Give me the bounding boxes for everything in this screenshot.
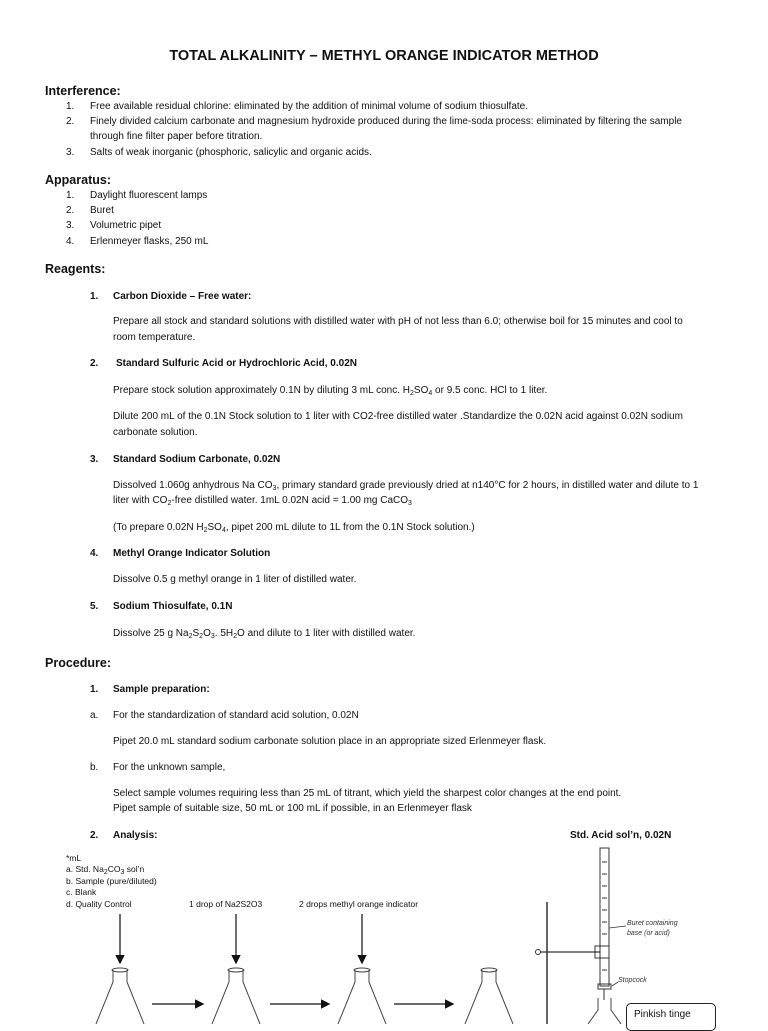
endpoint-label: Pinkish tinge — [634, 1009, 691, 1020]
flask — [212, 968, 260, 1024]
diagram-option-d: d. Quality Control — [66, 899, 132, 909]
reagent-text: Prepare stock solution approximately 0.1N by diluting 3 mL conc. $H_2SO_4$ or 9.5 conc. HCl to 1 liter. — [113, 385, 548, 397]
reagent-number: 1. — [90, 291, 99, 302]
reagent-title: Standard Sulfuric Acid or Hydrochloric Acid, 0.02N — [116, 358, 357, 369]
buret-leader — [609, 926, 626, 928]
std-acid-label: Std. Acid sol’n, 0.02N — [570, 830, 672, 841]
reagent-title: Standard Sodium Carbonate, 0.02N — [113, 454, 281, 465]
reagent-text: Prepare all stock and standard solutions with distilled water with pH of not less than 6.0; otherwise boil for 15 minutes and cool to — [113, 316, 683, 327]
substep-label: a. — [90, 710, 99, 721]
reagent-text: Dissolve 0.5 g methyl orange in 1 liter of distilled water. — [113, 574, 357, 585]
page-title: TOTAL ALKALINITY – METHYL ORANGE INDICATOR METHOD — [169, 48, 599, 64]
list-number: 1. — [66, 190, 75, 201]
substep-detail: Pipet 20.0 mL standard sodium carbonate solution place in an appropriate sized Erlenmeyer flask. — [113, 736, 547, 747]
flask — [588, 998, 621, 1024]
list-item: Buret — [90, 205, 114, 216]
diagram-option-a: a. Std. $Na_2CO_3$ sol’n — [66, 864, 145, 876]
reagents-heading: Reagents: — [45, 262, 106, 276]
step-title: Analysis: — [113, 830, 158, 841]
reagent-text: liter with $CO_2$-free distilled water. 1mL 0.02N acid = 1.00 mg CaCO$_3$ — [113, 495, 412, 507]
reagent-text: Dilute 200 mL of the 0.1N Stock solution to 1 liter with CO2-free distilled water .Standardize the 0.02N acid against 0.02N sodium — [113, 411, 683, 422]
list-number: 1. — [66, 101, 75, 112]
reagent-title: Sodium Thiosulfate, 0.1N — [113, 601, 233, 612]
step-number: 1. — [90, 684, 99, 695]
list-item-continued: through fine filter paper before titration. — [90, 131, 263, 142]
diagram-option-c: c. Blank — [66, 887, 97, 897]
interference-heading: Interference: — [45, 84, 121, 98]
substep-text: For the standardization of standard acid solution, 0.02N — [113, 710, 359, 721]
reagent-number: 3. — [90, 454, 99, 465]
reagent-number: 2. — [90, 358, 99, 369]
step-number: 2. — [90, 830, 99, 841]
flask — [96, 968, 144, 1024]
diagram-option-b: b. Sample (pure/diluted) — [66, 876, 157, 886]
reagent-title: Carbon Dioxide – Free water: — [113, 291, 252, 302]
step-title: Sample preparation: — [113, 684, 210, 695]
stopcock-label: Stopcock — [618, 977, 647, 984]
list-item: Daylight fluorescent lamps — [90, 190, 208, 201]
list-number: 4. — [66, 236, 75, 247]
reagent-text: (To prepare 0.02N $H_2SO_4$, pipet 200 mL dilute to 1L from the 0.1N Stock solution.) — [113, 522, 475, 534]
buret-label: base (or acid) — [627, 930, 670, 937]
procedure-heading: Procedure: — [45, 656, 111, 670]
reagent-number: 4. — [90, 548, 99, 559]
list-item: Salts of weak inorganic (phosphoric, salicylic and organic acids. — [90, 147, 372, 158]
buret — [598, 848, 611, 1000]
list-number: 2. — [66, 116, 75, 127]
reagent-text: room temperature. — [113, 332, 196, 343]
stopcock-leader — [612, 982, 618, 986]
list-item: Free available residual chlorine: eliminated by the addition of minimal volume of sodium thiosulfate. — [90, 101, 529, 112]
list-item: Erlenmeyer flasks, 250 mL — [90, 236, 209, 247]
substep-detail: Select sample volumes requiring less than 25 mL of titrant, which yield the sharpest color changes at the end point. — [113, 788, 622, 799]
diagram-step-indicator: 2 drops methyl orange indicator — [299, 899, 419, 909]
reagent-text: Dissolved 1.060g anhydrous Na $CO_3$, primary standard grade previously dried at n140°C for 2 hours, in distilled water and dilute to 1 — [113, 480, 699, 492]
list-number: 3. — [66, 220, 75, 231]
list-number: 3. — [66, 147, 75, 158]
reagent-text: carbonate solution. — [113, 427, 198, 438]
reagent-number: 5. — [90, 601, 99, 612]
list-item: Finely divided calcium carbonate and magnesium hydroxide produced during the lime-soda process: eliminated by filtering the sample — [90, 116, 682, 127]
list-item: Volumetric pipet — [90, 220, 162, 231]
reagent-title: Methyl Orange Indicator Solution — [113, 548, 271, 559]
apparatus-heading: Apparatus: — [45, 173, 111, 187]
substep-detail: Pipet sample of suitable size, 50 mL or 100 mL if possible, in an Erlenmeyer flask — [113, 803, 472, 814]
flask — [465, 968, 513, 1024]
buret-label: Buret containing — [627, 920, 678, 927]
substep-text: For the unknown sample, — [113, 762, 226, 773]
reagent-text: Dissolve 25 g $Na_2S_2O_3$. $5H_2O$ and dilute to 1 liter with distilled water. — [113, 628, 416, 640]
diagram-ml-label: *mL — [66, 853, 82, 863]
diagram-step-thiosulfate: 1 drop of Na2S2O3 — [189, 899, 263, 909]
list-number: 2. — [66, 205, 75, 216]
substep-label: b. — [90, 762, 99, 773]
flask — [338, 968, 386, 1024]
